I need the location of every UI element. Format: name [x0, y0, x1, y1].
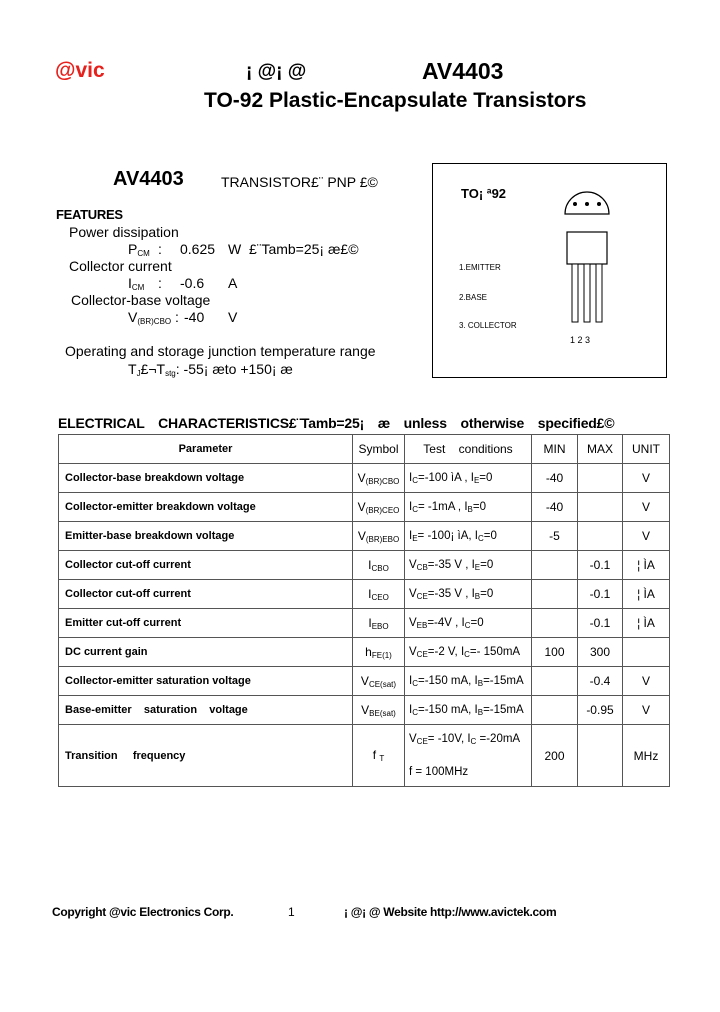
ec-heading: ELECTRICAL CHARACTERISTICS£¨Tamb=25¡ æ unless otherwise specified£©	[58, 415, 615, 431]
condition-cell	[405, 725, 532, 787]
icm-separator: :	[158, 275, 162, 291]
part-number: AV4403	[113, 168, 184, 190]
pcm-separator: :	[158, 241, 162, 257]
max-cell: -0.1	[578, 609, 623, 638]
condition-cell: $I_C=-150$ mA, $I_B=-15mA$	[405, 667, 532, 696]
max-cell: 300	[578, 638, 623, 667]
footer-page-number: 1	[288, 905, 295, 919]
min-cell: 100	[532, 638, 578, 667]
pcm-value: 0.625	[180, 241, 216, 257]
col-max: MAX	[578, 435, 623, 464]
unit-cell: ¦ ÌA	[623, 551, 670, 580]
table-row	[59, 696, 670, 725]
header-separator: ¡ @¡ @	[246, 61, 307, 82]
col-parameter: Parameter	[59, 435, 353, 464]
col-test-conditions: Test conditions	[405, 435, 532, 464]
param-cell: DC current gain	[59, 638, 353, 667]
param-cell: Collector-emitter breakdown voltage	[59, 493, 353, 522]
table-row	[59, 725, 670, 787]
param-cell: Collector cut-off current	[59, 580, 353, 609]
package-name: TO¡ ª92	[461, 186, 507, 201]
package-diagram	[432, 163, 667, 378]
symbol-cell: $I_{EBO}$	[353, 609, 405, 638]
table-row	[59, 580, 670, 609]
vcbo-value: -40	[184, 309, 205, 325]
vcbo-symbol: $V_{(BR)CBO}$	[128, 309, 172, 326]
vcbo-unit: V	[228, 309, 238, 325]
table-row	[59, 609, 670, 638]
max-cell: -0.4	[578, 667, 623, 696]
unit-cell: V	[623, 464, 670, 493]
table-row	[59, 638, 670, 667]
ec-table	[58, 434, 670, 787]
max-cell: -0.1	[578, 580, 623, 609]
icm-symbol: $I_{CM}$	[128, 275, 145, 292]
unit-cell: V	[623, 667, 670, 696]
footer-website[interactable]: ¡ @¡ @ Website http://www.avictek.com	[344, 905, 557, 919]
param-cell: Collector-emitter saturation voltage	[59, 667, 353, 696]
table-row	[59, 464, 670, 493]
param-cell: Base-emitter saturation voltage	[59, 696, 353, 725]
pcm-symbol: $P_{CM}$	[128, 241, 150, 258]
page-title: TO-92 Plastic-Encapsulate Transistors	[204, 89, 587, 112]
min-cell: -40	[532, 493, 578, 522]
min-cell: -40	[532, 464, 578, 493]
icm-unit: A	[228, 275, 238, 291]
vcbo-separator: :	[175, 309, 179, 325]
unit-cell: V	[623, 522, 670, 551]
collector-current-label: Collector current	[69, 258, 172, 274]
min-cell	[532, 580, 578, 609]
param-cell: Collector cut-off current	[59, 551, 353, 580]
condition-cell: $I_C= -1mA$ , $I_B=0$	[405, 493, 532, 522]
max-cell	[578, 464, 623, 493]
symbol-cell: $V_{BE(sat)}$	[353, 696, 405, 725]
unit-cell: ¦ ÌA	[623, 609, 670, 638]
unit-cell: V	[623, 696, 670, 725]
table-row	[59, 493, 670, 522]
param-cell: Emitter-base breakdown voltage	[59, 522, 353, 551]
min-cell	[532, 609, 578, 638]
condition-cell: $I_C=-100$ ìA , $I_E=0$	[405, 464, 532, 493]
icm-value: -0.6	[180, 275, 205, 291]
min-cell: -5	[532, 522, 578, 551]
max-cell	[578, 493, 623, 522]
unit-cell	[623, 638, 670, 667]
col-min: MIN	[532, 435, 578, 464]
company-logo: @vic	[55, 59, 105, 82]
pcm-note: £¨Tamb=25¡ æ£©	[249, 241, 359, 257]
condition-line-2: f = 100MHz	[409, 766, 469, 778]
pin1-label: 1.EMITTER	[459, 263, 501, 272]
temperature-range-label: Operating and storage junction temperature range	[65, 343, 376, 359]
pin2-label: 2.BASE	[459, 293, 488, 302]
unit-cell: V	[623, 493, 670, 522]
condition-cell: $I_C=-150$ mA, $I_B=-15mA$	[405, 696, 532, 725]
min-cell	[532, 551, 578, 580]
unit-cell: ¦ ÌA	[623, 580, 670, 609]
power-dissipation-label: Power dissipation	[69, 224, 179, 240]
condition-cell: $V_{CE}=-35$ V , $I_B=0$	[405, 580, 532, 609]
condition-cell: $V_{CE}=-2$ V, $I_C=-$ 150mA	[405, 638, 532, 667]
footer-copyright: Copyright @vic Electronics Corp.	[52, 905, 234, 919]
condition-cell: $V_{CB}=-35$ V , $I_E=0$	[405, 551, 532, 580]
features-heading: FEATURES	[56, 207, 123, 222]
min-cell	[532, 696, 578, 725]
max-cell: -0.1	[578, 551, 623, 580]
max-cell: -0.95	[578, 696, 623, 725]
param-cell: Transition frequency	[59, 725, 353, 787]
col-unit: UNIT	[623, 435, 670, 464]
symbol-cell: $I_{CEO}$	[353, 580, 405, 609]
symbol-cell: $h_{FE(1)}$	[353, 638, 405, 667]
symbol-cell: $V_{(BR)CBO}$	[353, 464, 405, 493]
transistor-outline-icon	[553, 182, 643, 332]
max-cell	[578, 522, 623, 551]
collector-base-voltage-label: Collector-base voltage	[71, 292, 211, 308]
symbol-cell: $V_{(BR)EBO}$	[353, 522, 405, 551]
pcm-unit: W	[228, 241, 242, 257]
symbol-cell: $I_{CBO}$	[353, 551, 405, 580]
max-cell	[578, 725, 623, 787]
ec-header-row	[59, 435, 670, 464]
symbol-cell: $V_{CE(sat)}$	[353, 667, 405, 696]
table-row	[59, 551, 670, 580]
condition-line-1: $V_{CE}= -10V$, $I_C =-20mA$	[409, 733, 521, 746]
pin-numbers: 1 2 3	[570, 335, 591, 345]
param-cell: Collector-base breakdown voltage	[59, 464, 353, 493]
pin3-label: 3. COLLECTOR	[459, 321, 517, 330]
condition-cell: $I_E=$ -100¡ ìA, $I_C=0$	[405, 522, 532, 551]
min-cell: 200	[532, 725, 578, 787]
transistor-type: TRANSISTOR£¨ PNP £©	[221, 174, 378, 190]
min-cell	[532, 667, 578, 696]
symbol-cell: f $_T$	[353, 725, 405, 787]
condition-cell: $V_{EB}=-4V$ , $I_C=0$	[405, 609, 532, 638]
table-row	[59, 522, 670, 551]
symbol-cell: $V_{(BR)CEO}$	[353, 493, 405, 522]
unit-cell: MHz	[623, 725, 670, 787]
param-cell: Emitter cut-off current	[59, 609, 353, 638]
header-part-number: AV4403	[422, 58, 504, 84]
temperature-range-value: $T_J£\neg T_{stg}$: -55¡ æto +150¡ æ	[128, 361, 293, 378]
col-symbol: Symbol	[353, 435, 405, 464]
table-row	[59, 667, 670, 696]
